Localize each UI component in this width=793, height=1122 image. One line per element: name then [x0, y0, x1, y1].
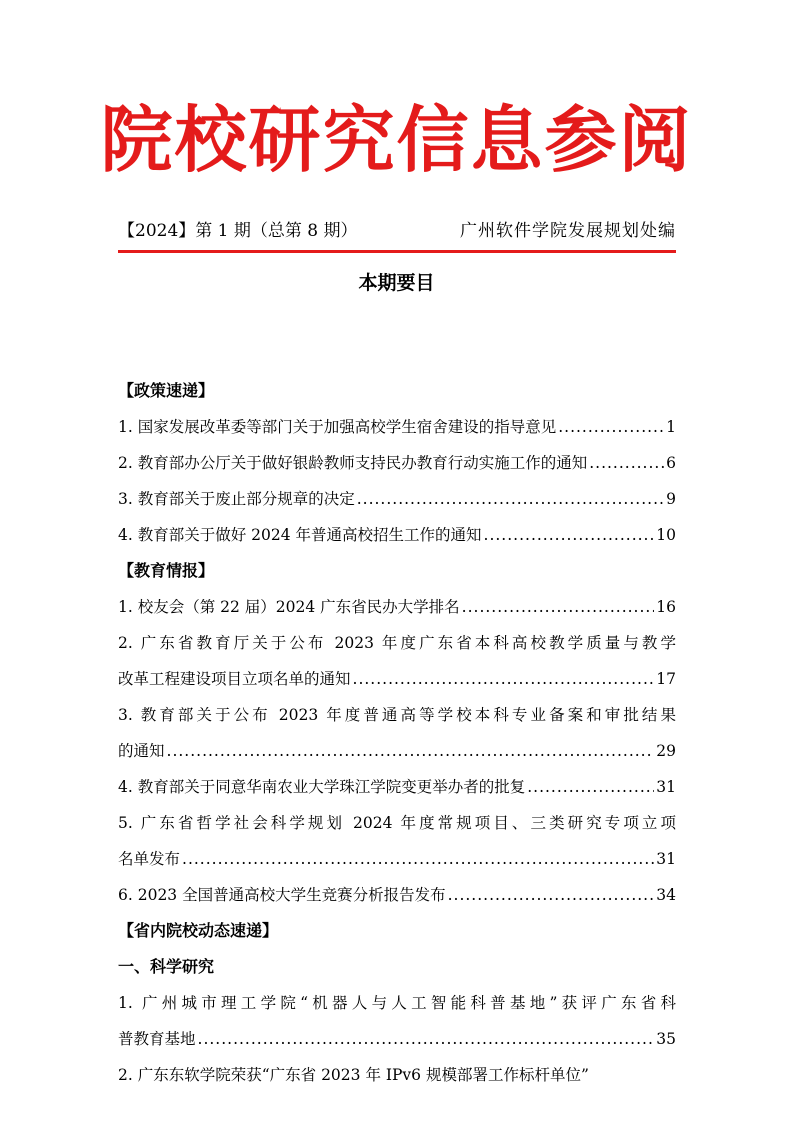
header-rule	[118, 250, 676, 253]
toc-leader-dots	[527, 769, 654, 805]
toc-entry[interactable]	[118, 985, 676, 1021]
issue-line	[118, 218, 676, 244]
toc-page-number: 31	[656, 778, 676, 796]
masthead-title: 院校研究信息参阅	[100, 97, 693, 182]
toc-leader-dots	[448, 877, 655, 913]
toc-entry[interactable]	[118, 697, 676, 733]
toc-page-number: 1	[666, 418, 676, 436]
toc-entry-text: 改革工程建设项目立项名单的通知	[118, 670, 351, 688]
toc-page-number: 9	[666, 490, 676, 508]
toc-page-number: 31	[656, 850, 676, 868]
toc-entry[interactable]	[118, 841, 676, 877]
toc-entry-text: 1. 广州城市理工学院“机器人与人工智能科普基地”获评广东省科	[118, 994, 676, 1012]
table-of-contents	[118, 337, 676, 1093]
toc-page-number: 10	[656, 526, 676, 544]
editor-unit: 广州软件学院发展规划处编	[460, 221, 676, 241]
toc-subheading: 一、科学研究	[118, 957, 215, 976]
toc-entry[interactable]	[118, 517, 676, 553]
toc-page-number: 35	[656, 1030, 676, 1048]
toc-entry[interactable]	[118, 625, 676, 661]
toc-entry[interactable]	[118, 1021, 676, 1057]
issue-number: 【2024】第 1 期（总第 8 期）	[118, 221, 358, 241]
toc-entry-text: 5. 广东省哲学社会科学规划 2024 年度常规项目、三类研究专项立项	[118, 814, 676, 832]
toc-entry[interactable]	[118, 805, 676, 841]
toc-leader-dots	[182, 841, 654, 877]
toc-entry-text: 2. 广东省教育厅关于公布 2023 年度广东省本科高校教学质量与教学	[118, 634, 676, 652]
toc-entry-text: 6. 2023 全国普通高校大学生竞赛分析报告发布	[118, 886, 446, 904]
toc-entry-text: 4. 教育部关于做好 2024 年普通高校招生工作的通知	[118, 526, 482, 544]
toc-entry-text: 3. 教育部关于公布 2023 年度普通高等学校本科专业备案和审批结果	[118, 706, 676, 724]
toc-leader-dots	[167, 733, 655, 769]
toc-page-number: 16	[656, 598, 676, 616]
toc-leader-dots	[198, 1021, 655, 1057]
toc-leader-dots	[484, 517, 655, 553]
toc-entry-text: 4. 教育部关于同意华南农业大学珠江学院变更举办者的批复	[118, 778, 526, 796]
toc-page-number: 34	[656, 886, 676, 904]
toc-title: 本期要目	[358, 272, 435, 294]
toc-entry-text: 1. 国家发展改革委等部门关于加强高校学生宿舍建设的指导意见	[118, 418, 557, 436]
toc-entry[interactable]	[118, 445, 676, 481]
toc-page-number: 29	[656, 742, 676, 760]
toc-entry[interactable]	[118, 769, 676, 805]
toc-section-heading: 【省内院校动态速递】	[118, 921, 279, 940]
toc-entry-text: 1. 校友会（第 22 届）2024 广东省民办大学排名	[118, 598, 460, 616]
toc-entry-text: 的通知	[118, 742, 165, 760]
toc-page-number: 6	[666, 454, 676, 472]
toc-leader-dots	[589, 445, 664, 481]
toc-leader-dots	[357, 481, 664, 517]
toc-entry[interactable]	[118, 409, 676, 445]
toc-page-number: 17	[656, 670, 676, 688]
toc-entry[interactable]	[118, 481, 676, 517]
toc-leader-dots	[353, 661, 655, 697]
toc-entry-text: 名单发布	[118, 850, 181, 868]
toc-entry-text: 普教育基地	[118, 1030, 196, 1048]
toc-spacer	[118, 337, 676, 373]
toc-entry-text: 2. 教育部办公厅关于做好银龄教师支持民办教育行动实施工作的通知	[118, 454, 588, 472]
toc-leader-dots	[462, 589, 655, 625]
toc-section-heading: 【教育情报】	[118, 561, 215, 580]
toc-entry[interactable]	[118, 589, 676, 625]
toc-entry[interactable]	[118, 877, 676, 913]
toc-entry[interactable]	[118, 661, 676, 697]
toc-leader-dots	[558, 409, 664, 445]
toc-entry[interactable]	[118, 1057, 676, 1093]
toc-entry-text: 3. 教育部关于废止部分规章的决定	[118, 490, 355, 508]
toc-section-heading: 【政策速递】	[118, 381, 215, 400]
toc-entry-text: 2. 广东东软学院荣获“广东省 2023 年 IPv6 规模部署工作标杆单位”	[118, 1066, 589, 1084]
toc-entry[interactable]	[118, 733, 676, 769]
